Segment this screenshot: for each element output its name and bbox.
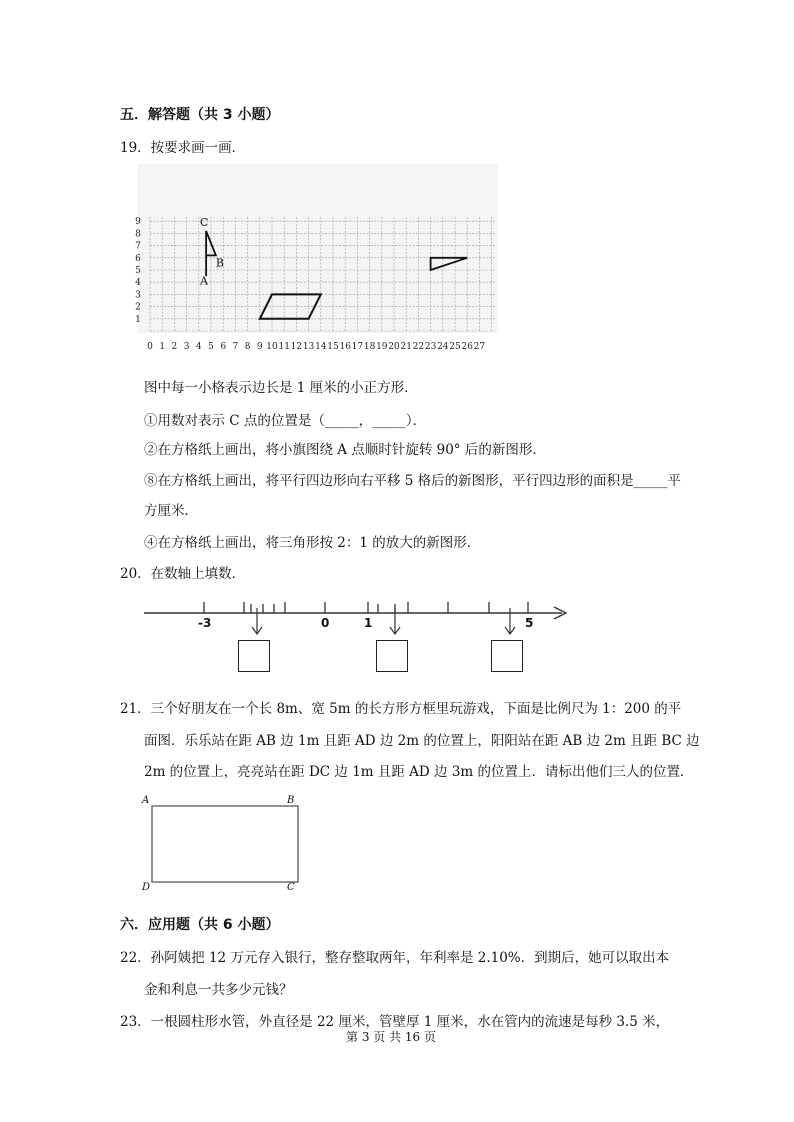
coordinate-grid-figure [130, 160, 520, 360]
x-axis-label: 6 [220, 342, 227, 352]
x-axis-label: 27 [473, 342, 486, 352]
question-19-sub3-line2: 方厘米． [144, 503, 198, 519]
question-23-line1: 23．一根圆柱形水管，外直径是 22 厘米，管壁厚 1 厘米，水在管内的流速是每秒 3.5 米， [120, 1014, 670, 1030]
corner-label-d: D [142, 882, 151, 893]
x-axis-label: 9 [256, 342, 263, 352]
y-axis-label: 2 [135, 302, 141, 313]
x-axis-label: 11 [278, 342, 290, 352]
question-22-line2: 金和利息一共多少元钱？ [144, 982, 293, 998]
x-axis-label: 14 [315, 342, 327, 352]
x-axis-label: 26 [461, 342, 473, 352]
x-axis-label: 24 [437, 342, 449, 352]
number-line-label-1: 1 [364, 616, 373, 630]
x-axis-label: 17 [351, 342, 364, 352]
corner-label-b: B [287, 795, 295, 806]
question-21-line2: 面图．乐乐站在距 AB 边 1m 且距 AD 边 2m 的位置上，阳阳站在距 AB 边 2m 且距 BC 边 [144, 733, 700, 749]
x-axis-label: 2 [171, 342, 178, 352]
number-line-label-minus3: -3 [198, 616, 212, 630]
y-axis-label: 3 [135, 290, 141, 301]
number-line-label-5: 5 [525, 616, 534, 630]
x-axis-label: 22 [412, 342, 425, 352]
question-21-line1: 21．三个好朋友在一个长 8m、宽 5m 的长方形方框里玩游戏，下面是比例尺为 1：200 的平 [120, 701, 682, 717]
answer-box-1[interactable] [238, 640, 270, 672]
grid-background [138, 164, 498, 333]
x-axis-label: 7 [232, 342, 239, 352]
y-axis-label: 5 [135, 266, 141, 276]
question-22-line1: 22．孙阿姨把 12 万元存入银行，整存整取两年，年利率是 2.10%．到期后，她可以取出本 [120, 950, 670, 966]
number-line-arrows [252, 608, 515, 634]
x-axis-label: 0 [147, 342, 153, 352]
y-axis-label: 8 [135, 229, 141, 240]
x-axis-label: 13 [302, 342, 315, 352]
x-axis-label: 25 [449, 342, 461, 352]
x-axis-label: 4 [195, 342, 202, 352]
x-axis-label: 3 [183, 342, 190, 352]
x-axis-label: 15 [327, 342, 339, 352]
x-axis-label: 20 [388, 342, 400, 352]
x-axis-label: 10 [266, 342, 278, 352]
x-axis-label: 23 [424, 342, 437, 352]
point-label-c: C [200, 216, 209, 230]
x-axis-label: 18 [363, 342, 376, 352]
x-axis-label: 19 [376, 342, 388, 352]
x-axis-label: 21 [400, 342, 412, 352]
number-line-label-0: 0 [321, 616, 330, 630]
question-19-note: 图中每一小格表示边长是 1 厘米的小正方形． [144, 380, 418, 396]
corner-label-a: A [142, 795, 150, 806]
x-axis-label: 8 [244, 342, 251, 352]
question-19-stem: 19．按要求画一画． [120, 140, 246, 156]
section-title-5: 五．解答题（共 3 小题） [120, 107, 280, 123]
y-axis-label: 1 [135, 314, 141, 325]
y-axis-label: 7 [135, 241, 141, 252]
question-19-sub1: ①用数对表示 C 点的位置是（_____，_____）． [144, 413, 427, 429]
y-axis-label: 9 [135, 217, 141, 228]
number-line-ticks [204, 602, 528, 613]
x-axis-label: 12 [290, 342, 303, 352]
section-title-6: 六．应用题（共 6 小题） [120, 917, 280, 933]
question-19-sub2: ②在方格纸上画出，将小旗图绕 A 点顺时针旋转 90° 后的新图形． [144, 442, 546, 458]
question-19-sub4: ④在方格纸上画出，将三角形按 2：1 的放大的新图形． [144, 535, 481, 551]
y-axis-label: 6 [135, 253, 141, 264]
answer-box-2[interactable] [376, 640, 408, 672]
x-axis-label: 5 [208, 342, 214, 352]
rectangle-figure [140, 792, 310, 892]
answer-box-3[interactable] [491, 640, 523, 672]
question-21-line3: 2m 的位置上，亮亮站在距 DC 边 1m 且距 AD 边 3m 的位置上．请标出他们三人的位置． [144, 764, 694, 780]
y-axis-label: 4 [135, 278, 141, 289]
point-label-a: A [200, 274, 208, 288]
x-axis-label: 1 [159, 342, 166, 352]
x-axis-label: 16 [339, 342, 351, 352]
question-20-stem: 20．在数轴上填数． [120, 566, 246, 582]
point-label-b: B [215, 256, 224, 270]
page-footer: 第 3 页 共 16 页 [346, 1030, 436, 1044]
corner-label-c: C [287, 882, 295, 893]
question-19-sub3-line1: ⑧在方格纸上画出，将平行四边形向右平移 5 格后的新图形，平行四边形的面积是_____平 [144, 473, 681, 489]
rectangle-abcd [152, 806, 298, 882]
